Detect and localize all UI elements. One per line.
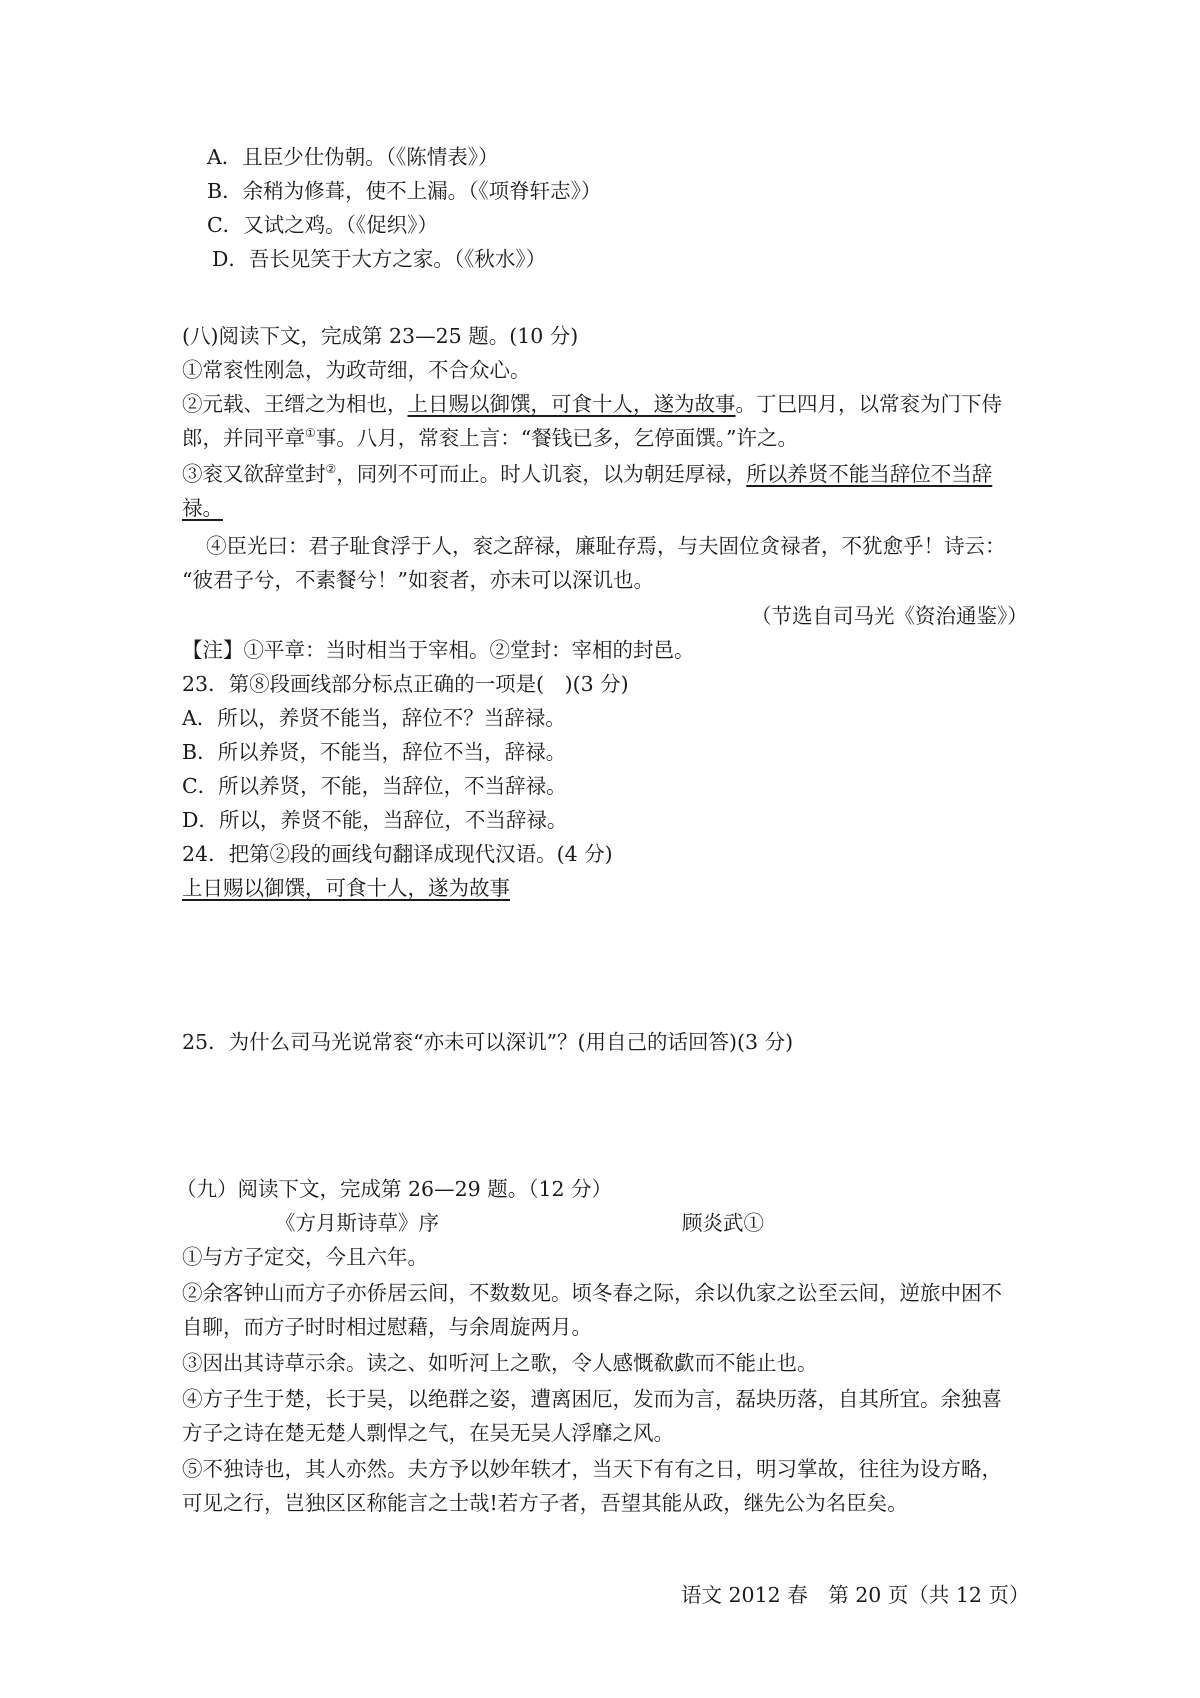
- option-b: B．余稍为修葺，使不上漏。（《项脊轩志》）: [207, 179, 602, 203]
- section8-para4-line2: “彼君子兮，不素餐兮！”如衮者，亦未可以深讥也。: [182, 568, 654, 592]
- section8-para1: ①常衮性刚急，为政苛细，不合众心。: [182, 358, 531, 382]
- annotation-note: 【注】①平章：当时相当于宰相。②堂封：宰相的封邑。: [182, 638, 695, 662]
- section9-para4-line2: 方子之诗在楚无楚人剽悍之气，在吴无吴人浮靡之风。: [182, 1421, 674, 1445]
- section9-para4-line1: ④方子生于楚，长于吴，以绝群之姿，遭离困厄，发而为言，磊块历落，自其所宜。余独喜: [182, 1387, 1002, 1411]
- question-25: 25．为什么司马光说常衮“亦未可以深讥”？(用自己的话回答)(3 分): [182, 1030, 794, 1054]
- q23-option-d: D．所以，养贤不能，当辞位，不当辞禄。: [182, 808, 568, 832]
- author: 顾炎武①: [682, 1211, 764, 1235]
- q23-option-c: C．所以养贤，不能，当辞位，不当辞禄。: [182, 774, 567, 798]
- section9-para5-line1: ⑤不独诗也，其人亦然。夫方予以妙年轶才，当天下有有之日，明习掌故，往往为设方略，: [182, 1457, 1002, 1481]
- q23-option-a: A．所以，养贤不能当，辞位不？当辞禄。: [182, 706, 566, 730]
- option-d: D．吾长见笑于大方之家。（《秋水》）: [212, 247, 547, 271]
- section9-para2-line1: ②余客钟山而方子亦侨居云间，不数数见。顷冬春之际，余以仇家之讼至云间，逆旅中困不: [182, 1281, 1002, 1305]
- section9-para2-line2: 自聊，而方子时时相过慰藉，与余周旋两月。: [182, 1315, 592, 1339]
- footnote-marker-2: ②: [325, 462, 337, 477]
- section8-para3-line1: ③衮又欲辞堂封②，同列不可而止。时人讥衮，以为朝廷厚禄，所以养贤不能当辞位不当辞: [182, 462, 993, 486]
- option-a: A．且臣少仕伪朝。（《陈情表》）: [207, 145, 499, 169]
- section8-heading: (八)阅读下文，完成第 23—25 题。(10 分): [182, 324, 579, 348]
- section8-para3-line2: 禄。: [182, 496, 223, 520]
- q24-sentence: 上日赐以御馔，可食十人，遂为故事: [182, 876, 510, 900]
- page-footer: 语文 2012 春 第 20 页（共 12 页）: [681, 1583, 1030, 1607]
- source-citation: （节选自司马光《资治通鉴》）: [751, 604, 1028, 628]
- section8-para4-line1: ④臣光曰：君子耻食浮于人，衮之辞禄，廉耻存焉，与夫固位贪禄者，不犹愈乎！诗云：: [206, 534, 1006, 558]
- footnote-marker-1: ①: [305, 426, 316, 441]
- option-c: C．又试之鸡。（《促织》）: [207, 213, 438, 237]
- question-23: 23．第⑧段画线部分标点正确的一项是( )(3 分): [182, 672, 629, 696]
- section8-para2-line2: 郎，并同平章①事。八月，常衮上言：“餐钱已多，乞停面馔。”许之。: [182, 426, 798, 450]
- underlined-sentence: 上日赐以御馔，可食十人，遂为故事: [407, 392, 736, 416]
- section9-heading: （九）阅读下文，完成第 26—29 题。（12 分）: [176, 1177, 613, 1201]
- underlined-punctuation-passage: 所以养贤不能当辞位不当辞: [746, 462, 993, 486]
- section9-para3: ③因出其诗草示余。读之、如听河上之歌，令人感慨欷歔而不能止也。: [182, 1351, 818, 1375]
- section9-para5-line2: 可见之行，岂独区区称能言之士哉!若方子者，吾望其能从政，继先公为名臣矣。: [182, 1491, 908, 1515]
- question-24: 24．把第②段的画线句翻译成现代汉语。(4 分): [182, 842, 613, 866]
- poem-collection-title: 《方月斯诗草》序: [275, 1211, 439, 1235]
- q23-option-b: B．所以养贤，不能当，辞位不当，辞禄。: [182, 740, 567, 764]
- section8-para2-line1: ②元载、王缙之为相也，上日赐以御馔，可食十人，遂为故事。丁巳四月，以常衮为门下侍: [182, 392, 1002, 416]
- section9-para1: ①与方子定交，今且六年。: [182, 1245, 428, 1269]
